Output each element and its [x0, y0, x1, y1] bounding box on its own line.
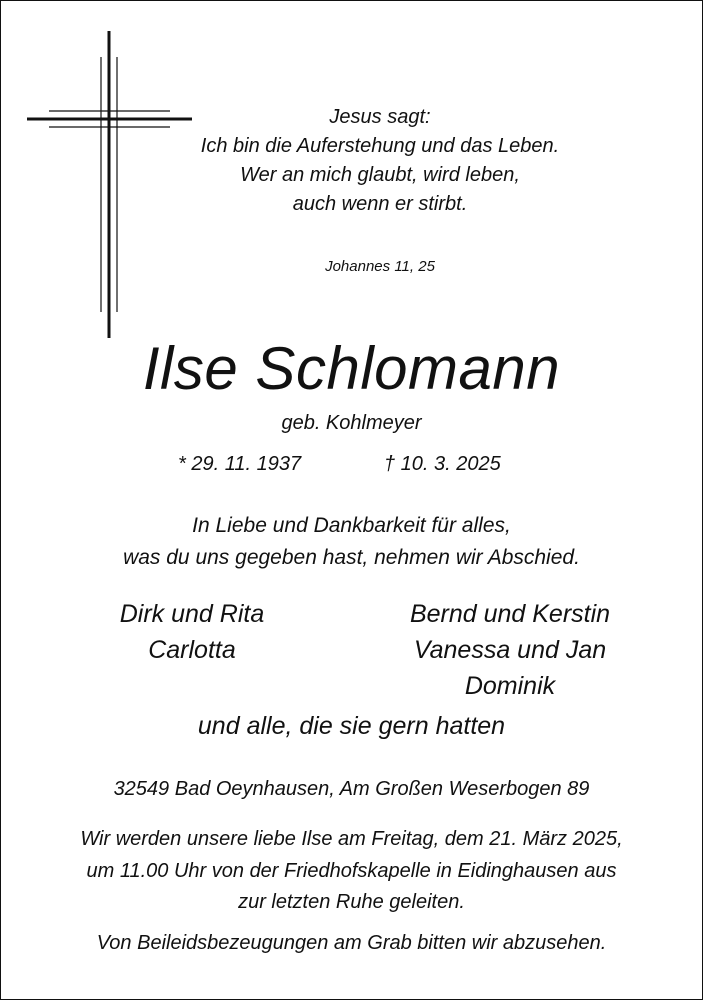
family-member-right: Dominik — [464, 672, 556, 700]
family-member-left: Carlotta — [148, 636, 236, 664]
death-date: † 10. 3. 2025 — [384, 453, 501, 475]
maiden-name: geb. Kohlmeyer — [281, 412, 422, 434]
funeral-line: zur letzten Ruhe geleiten. — [238, 891, 465, 913]
family-member-left: Dirk und Rita — [119, 600, 265, 628]
family-member-right: Vanessa und Jan — [413, 636, 607, 664]
verse-line: Jesus sagt: — [329, 106, 431, 128]
farewell-line: was du uns gegeben hast, nehmen wir Abschied. — [123, 546, 580, 569]
family-others: und alle, die sie gern hatten — [197, 712, 506, 740]
verse-reference: Johannes 11, 25 — [325, 258, 435, 275]
family-member-right: Bernd und Kerstin — [409, 600, 611, 628]
farewell-line: In Liebe und Dankbarkeit für alles, — [192, 514, 511, 537]
condolence-note: Von Beileidsbezeugungen am Grab bitten wir abzusehen. — [96, 932, 607, 954]
address: 32549 Bad Oeynhausen, Am Großen Weserbogen 89 — [113, 778, 590, 800]
verse-line: Ich bin die Auferstehung und das Leben. — [200, 135, 560, 157]
deceased-name: Ilse Schlomann — [142, 335, 561, 402]
verse-line: auch wenn er stirbt. — [292, 193, 468, 215]
verse-line: Wer an mich glaubt, wird leben, — [240, 164, 520, 186]
funeral-line: um 11.00 Uhr von der Friedhofskapelle in Eidinghausen aus — [86, 860, 617, 882]
birth-date: * 29. 11. 1937 — [178, 453, 302, 475]
funeral-line: Wir werden unsere liebe Ilse am Freitag, dem 21. März 2025, — [80, 828, 623, 850]
